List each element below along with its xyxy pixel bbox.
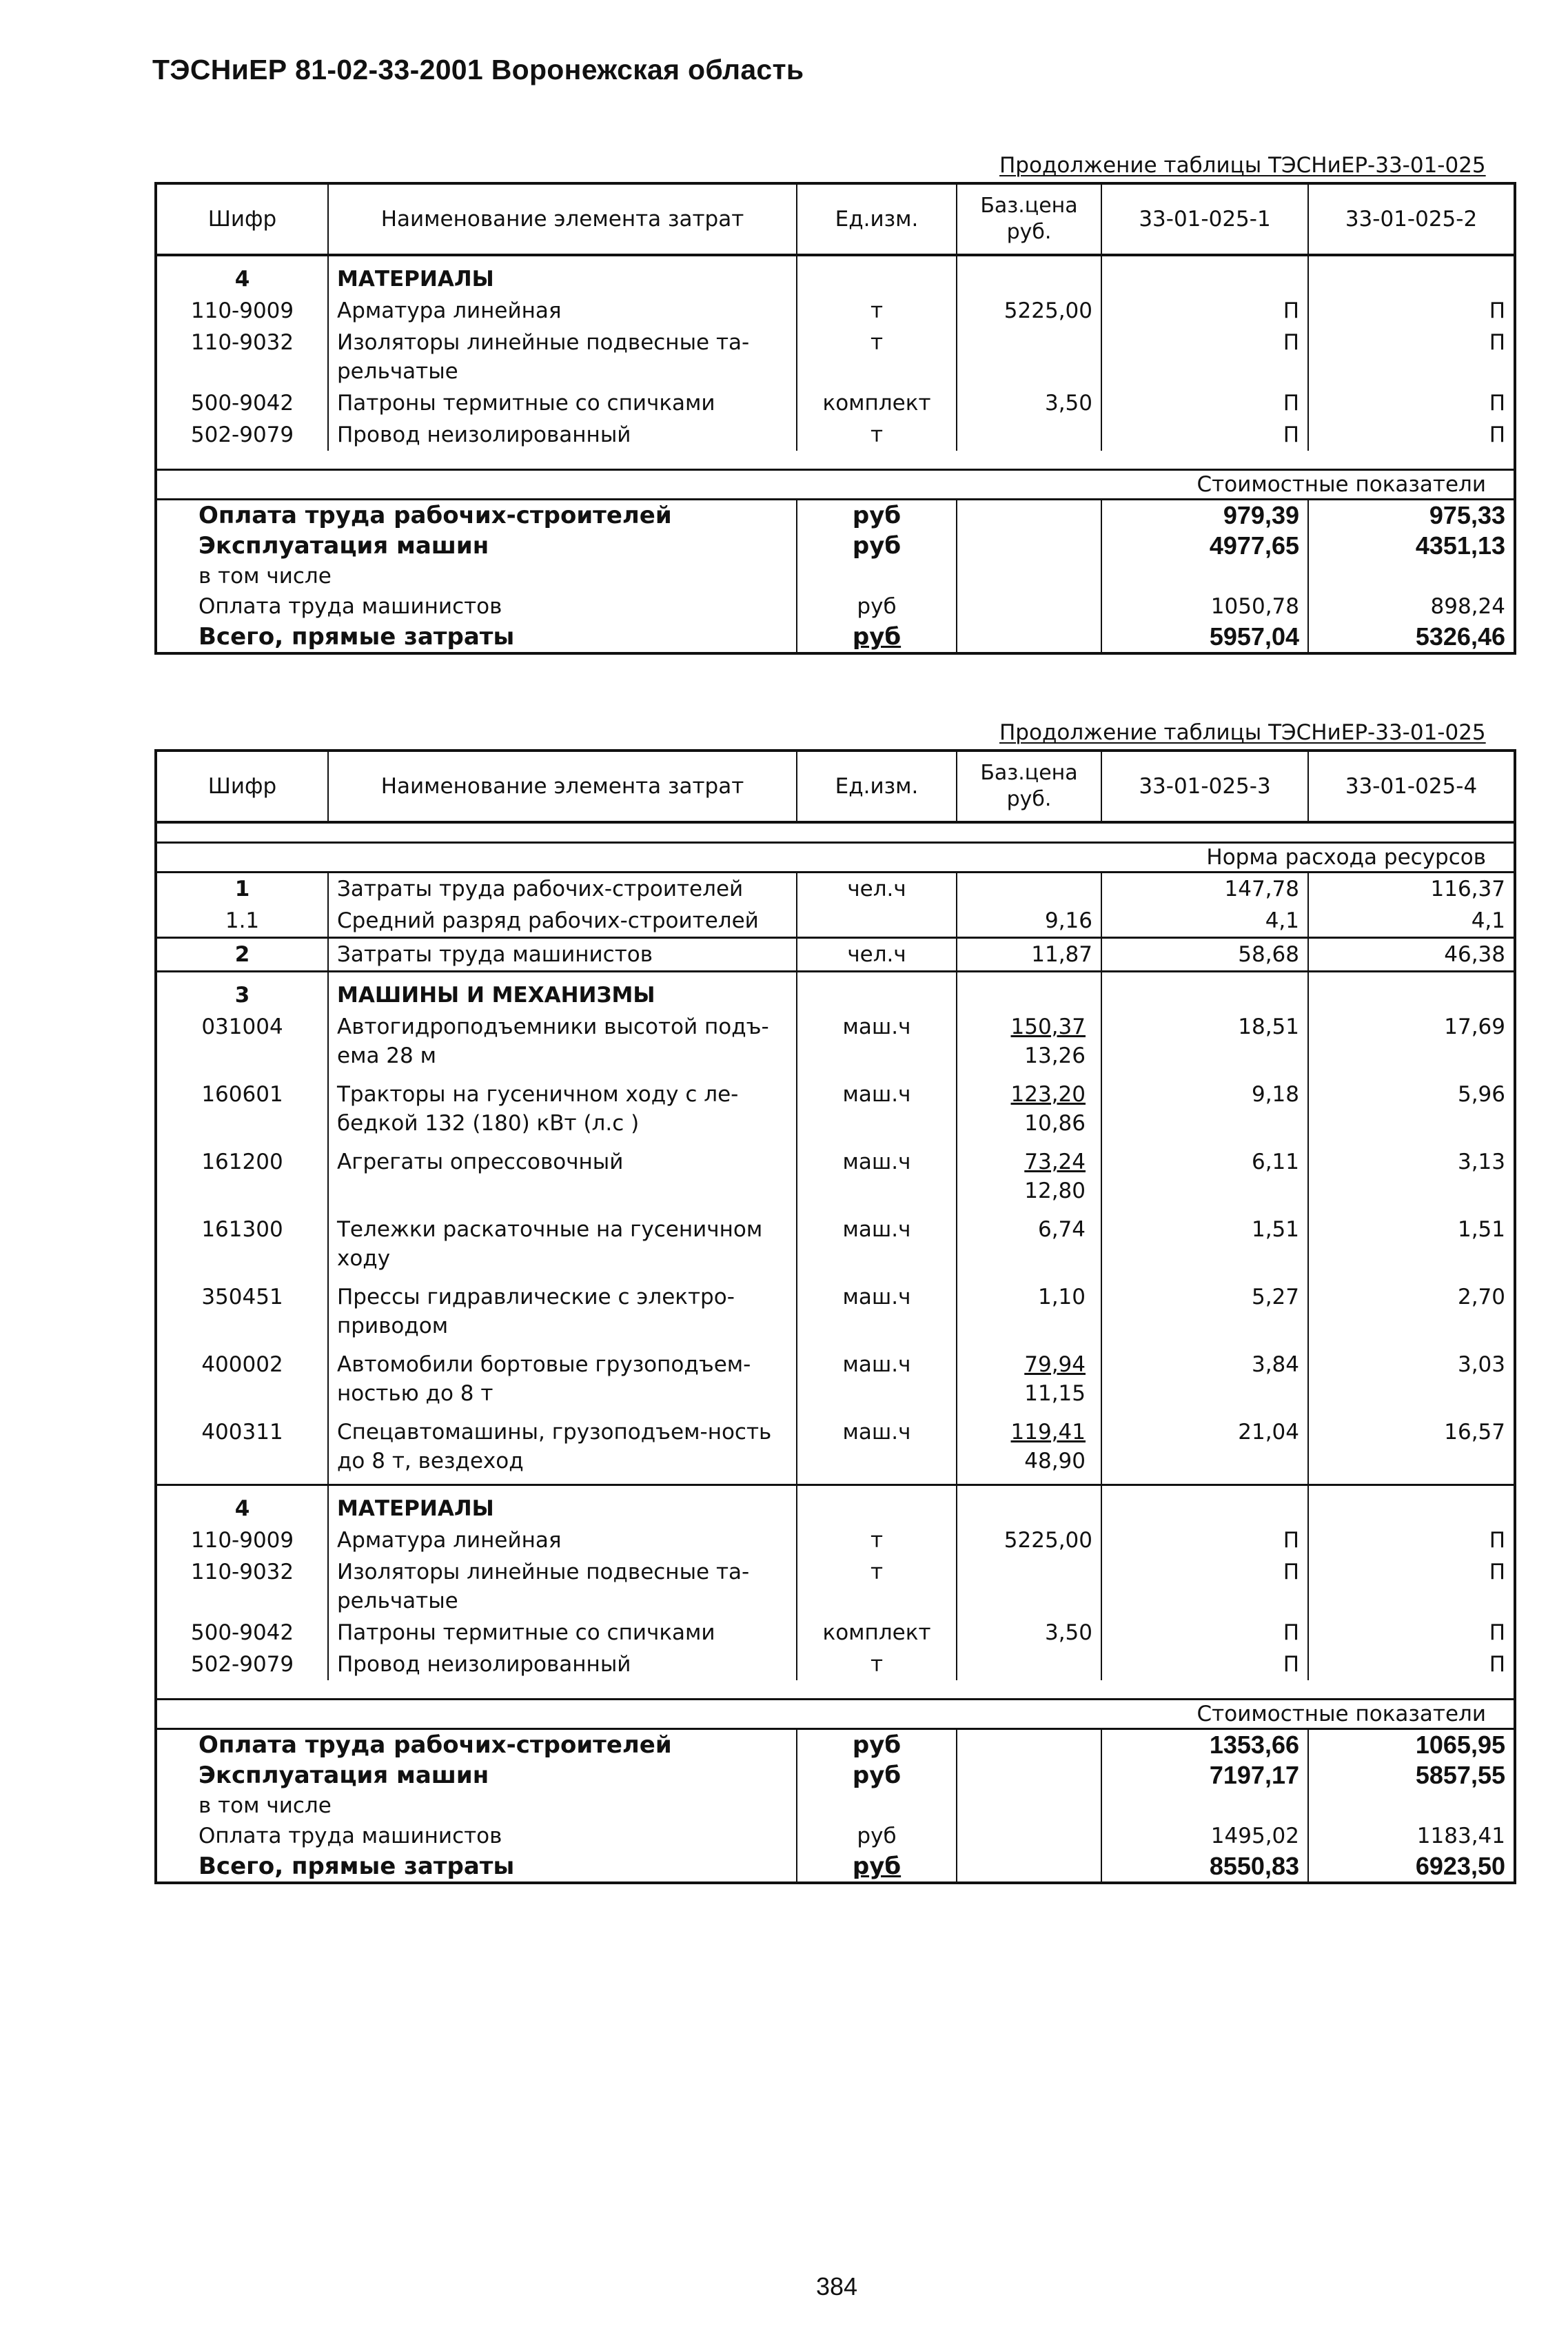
price-top: 123,20 (1010, 1082, 1086, 1107)
cost-row (156, 1791, 1515, 1821)
row-value-2: 116,37 (1430, 877, 1505, 901)
empty-cell (957, 1485, 1101, 1525)
row-value-2: П (1489, 1620, 1505, 1645)
empty-cell (1101, 255, 1308, 295)
cost-name: Эксплуатация машин (156, 1760, 797, 1791)
row-value-1: П (1101, 1524, 1308, 1556)
row-value-1: П (1101, 327, 1308, 387)
row-unit: чел.ч (797, 938, 957, 972)
row-price: 11,87 (957, 938, 1101, 972)
row-code: 500-9042 (156, 387, 328, 419)
cost-unit (797, 1791, 957, 1821)
row-code: 1.1 (156, 905, 328, 938)
row-code: 160601 (156, 1079, 328, 1146)
section-code: 4 (156, 1485, 328, 1525)
table2-continuation (999, 720, 1486, 745)
cost-unit: руб (797, 1760, 957, 1791)
cost-row (156, 1821, 1515, 1851)
cost-value-2: 5857,55 (1415, 1761, 1505, 1789)
cost-unit: руб (797, 1729, 957, 1761)
row-price (957, 1146, 1101, 1214)
cost-value-1: 8550,83 (1101, 1851, 1308, 1883)
row-name: Автогидроподъемники высотой подъ-ема 28 м (328, 1011, 797, 1079)
price-bottom: 12,80 (1024, 1179, 1086, 1203)
cost-row (156, 622, 1515, 653)
row-value-2: П (1489, 1652, 1505, 1677)
row-value-2: 2,70 (1457, 1285, 1505, 1309)
cost-unit (797, 561, 957, 591)
cost-value-2: 1183,41 (1416, 1824, 1505, 1848)
empty-cell (957, 255, 1101, 295)
row-unit: комплект (797, 387, 957, 419)
table1-header-row (156, 183, 1515, 255)
section-header-row (156, 972, 1515, 1012)
cost-name: Оплата труда рабочих-строителей (156, 1729, 797, 1761)
cost-unit: руб (797, 531, 957, 561)
cost-name: Всего, прямые затраты (156, 622, 797, 653)
empty-cell (957, 1729, 1101, 1761)
row-unit: маш.ч (797, 1416, 957, 1485)
empty-cell (957, 500, 1101, 531)
row-value-1: П (1101, 295, 1308, 327)
header-price: Баз.цена руб. (957, 751, 1101, 822)
empty-cell (797, 1485, 957, 1525)
section-name: МАТЕРИАЛЫ (328, 255, 797, 295)
labor-row (156, 873, 1515, 906)
empty-cell (797, 972, 957, 1012)
cost-value-1 (1101, 1791, 1308, 1821)
header-name: Наименование элемента затрат (328, 751, 797, 822)
empty-cell (957, 1760, 1101, 1791)
cost-row (156, 1851, 1515, 1883)
row-value-2: П (1489, 1528, 1505, 1553)
row-code: 502-9079 (156, 1649, 328, 1680)
machine-row (156, 1416, 1515, 1485)
header-code: Шифр (156, 183, 328, 255)
price-top: 150,37 (1010, 1014, 1086, 1039)
row-value-2: П (1489, 1560, 1505, 1584)
row-value-2: 3,13 (1457, 1150, 1505, 1174)
cost-unit: руб (797, 1821, 957, 1851)
empty-cell (957, 591, 1101, 622)
row-name: Агрегаты опрессовочный (328, 1146, 797, 1214)
cost-name: Оплата труда машинистов (156, 591, 797, 622)
empty-cell (957, 972, 1101, 1012)
row-name: Провод неизолированный (328, 1649, 797, 1680)
table1-body (156, 255, 1515, 653)
material-row (156, 295, 1515, 327)
price-top: 73,24 (1024, 1150, 1086, 1174)
norm-caption (156, 843, 1515, 873)
row-code: 110-9009 (156, 1524, 328, 1556)
row-value-2: 5,96 (1457, 1082, 1505, 1107)
row-code: 031004 (156, 1011, 328, 1079)
cost-row (156, 500, 1515, 531)
cost-value-1: 4977,65 (1101, 531, 1308, 561)
cost-indicators-caption-text: Стоимостные показатели (156, 470, 1515, 500)
header-unit: Ед.изм. (797, 183, 957, 255)
row-value-1: 58,68 (1101, 938, 1308, 972)
price-top: 1,10 (1037, 1285, 1086, 1309)
row-unit: маш.ч (797, 1349, 957, 1416)
row-code: 110-9009 (156, 295, 328, 327)
row-value-2: 17,69 (1444, 1014, 1505, 1039)
table1-continuation (999, 153, 1486, 178)
row-name: Арматура линейная (328, 1524, 797, 1556)
row-value-2: 16,57 (1444, 1420, 1505, 1445)
cost-value-1: 7197,17 (1101, 1760, 1308, 1791)
row-code: 350451 (156, 1281, 328, 1349)
row-name: Патроны термитные со спичками (328, 1617, 797, 1649)
row-unit: маш.ч (797, 1146, 957, 1214)
empty-cell (957, 622, 1101, 653)
row-code: 110-9032 (156, 1556, 328, 1617)
row-value-1: П (1101, 387, 1308, 419)
row-unit (797, 905, 957, 938)
row-unit: маш.ч (797, 1214, 957, 1281)
cost-value-2: 6923,50 (1308, 1851, 1515, 1883)
spacer-cell (156, 451, 1515, 470)
row-name: Автомобили бортовые грузоподъем-ностью до 8 т (328, 1349, 797, 1416)
cost-name: в том числе (156, 1791, 797, 1821)
spacer-row (156, 1680, 1515, 1700)
table2-header-row (156, 751, 1515, 822)
cost-row (156, 561, 1515, 591)
row-name: Затраты труда рабочих-строителей (328, 873, 797, 906)
header-col1: 33-01-025-3 (1101, 751, 1308, 822)
empty-cell (957, 1851, 1101, 1883)
machine-row (156, 1281, 1515, 1349)
empty-cell (957, 531, 1101, 561)
row-value-2: 3,03 (1457, 1352, 1505, 1377)
section-header-row (156, 255, 1515, 295)
material-row (156, 387, 1515, 419)
row-price (957, 327, 1101, 387)
row-unit: маш.ч (797, 1011, 957, 1079)
price-bottom: 10,86 (1024, 1111, 1086, 1136)
row-unit: т (797, 327, 957, 387)
cost-value-2: 975,33 (1429, 501, 1505, 529)
section-code: 4 (156, 255, 328, 295)
row-code: 400311 (156, 1416, 328, 1485)
table2-body (156, 822, 1515, 1883)
row-price: 3,50 (957, 1617, 1101, 1649)
row-name: Спецавтомашины, грузоподъем-ность до 8 т, вездеход (328, 1416, 797, 1485)
row-unit: т (797, 1524, 957, 1556)
row-value-2: 46,38 (1308, 938, 1515, 972)
row-value-1: П (1101, 419, 1308, 451)
labor-row (156, 938, 1515, 972)
row-name: Затраты труда машинистов (328, 938, 797, 972)
cost-value-1 (1101, 561, 1308, 591)
row-code: 110-9032 (156, 327, 328, 387)
material-row (156, 327, 1515, 387)
row-price (957, 1079, 1101, 1146)
price-top: 119,41 (1010, 1420, 1086, 1445)
cost-value-2 (1308, 561, 1515, 591)
row-value-1: 5,27 (1101, 1281, 1308, 1349)
row-value-2: П (1489, 298, 1505, 323)
cost-name: Всего, прямые затраты (156, 1851, 797, 1883)
page-number: 384 (816, 2272, 858, 2301)
cost-row (156, 591, 1515, 622)
row-price (957, 1214, 1101, 1281)
material-row (156, 1649, 1515, 1680)
row-value-1: 18,51 (1101, 1011, 1308, 1079)
header-unit: Ед.изм. (797, 751, 957, 822)
cost-row (156, 1760, 1515, 1791)
spacer-cell (156, 822, 1515, 843)
empty-cell (957, 561, 1101, 591)
empty-cell (1308, 1485, 1515, 1525)
row-name: Провод неизолированный (328, 419, 797, 451)
cost-unit: руб (797, 1851, 957, 1883)
price-bottom: 48,90 (1024, 1449, 1086, 1473)
labor-row (156, 905, 1515, 938)
cost-name: Оплата труда машинистов (156, 1821, 797, 1851)
row-name: Патроны термитные со спичками (328, 387, 797, 419)
row-name: Тележки раскаточные на гусеничном ходу (328, 1214, 797, 1281)
cost-row (156, 531, 1515, 561)
row-value-2: П (1489, 330, 1505, 355)
material-row (156, 1617, 1515, 1649)
cost-value-1: 1050,78 (1101, 591, 1308, 622)
price-bottom: 11,15 (1024, 1381, 1086, 1406)
row-code: 400002 (156, 1349, 328, 1416)
spacer-cell (156, 1680, 1515, 1700)
machine-row (156, 1214, 1515, 1281)
row-value-1: П (1101, 1649, 1308, 1680)
cost-unit: руб (797, 622, 957, 653)
row-value-2: 1,51 (1457, 1217, 1505, 1242)
row-name: Прессы гидравлические с электро-приводом (328, 1281, 797, 1349)
cost-value-2 (1308, 1791, 1515, 1821)
row-value-2: П (1489, 422, 1505, 447)
row-unit: маш.ч (797, 1079, 957, 1146)
row-price: 3,50 (957, 387, 1101, 419)
material-row (156, 419, 1515, 451)
row-price (957, 419, 1101, 451)
row-code: 1 (156, 873, 328, 906)
cost-indicators-caption (156, 1700, 1515, 1729)
empty-cell (1101, 1485, 1308, 1525)
row-price (957, 1281, 1101, 1349)
empty-cell (1101, 972, 1308, 1012)
row-value-1: 6,11 (1101, 1146, 1308, 1214)
document-title: ТЭСНиЕР 81-02-33-2001 Воронежская область (152, 54, 804, 85)
cost-name: Эксплуатация машин (156, 531, 797, 561)
row-unit: т (797, 1649, 957, 1680)
header-col1: 33-01-025-1 (1101, 183, 1308, 255)
section-name: МАТЕРИАЛЫ (328, 1485, 797, 1525)
row-value-1: П (1101, 1617, 1308, 1649)
row-code: 502-9079 (156, 419, 328, 451)
resource-table-1 (154, 182, 1516, 655)
row-value-1: П (1101, 1556, 1308, 1617)
cost-value-2: 1065,95 (1415, 1731, 1505, 1759)
cost-value-1: 1495,02 (1101, 1821, 1308, 1851)
cost-name: в том числе (156, 561, 797, 591)
row-code: 161200 (156, 1146, 328, 1214)
row-name: Арматура линейная (328, 295, 797, 327)
row-unit: т (797, 295, 957, 327)
machine-row (156, 1146, 1515, 1214)
row-name: Изоляторы линейные подвесные та-рельчатые (328, 327, 797, 387)
machine-row (156, 1349, 1515, 1416)
row-price (957, 1649, 1101, 1680)
row-unit: т (797, 419, 957, 451)
row-value-2: 4,1 (1471, 908, 1505, 933)
cost-unit: руб (797, 500, 957, 531)
cost-row (156, 1729, 1515, 1761)
row-price (957, 1349, 1101, 1416)
cost-indicators-caption-text: Стоимостные показатели (156, 1700, 1515, 1729)
empty-cell (797, 255, 957, 295)
cost-indicators-caption (156, 470, 1515, 500)
row-name: Тракторы на гусеничном ходу с ле-бедкой 132 (180) кВт (л.с ) (328, 1079, 797, 1146)
cost-value-2: 5326,46 (1308, 622, 1515, 653)
header-code: Шифр (156, 751, 328, 822)
row-value-1: 9,18 (1101, 1079, 1308, 1146)
cost-value-1: 1353,66 (1101, 1729, 1308, 1761)
price-bottom: 13,26 (1024, 1043, 1086, 1068)
cost-value-2: 898,24 (1430, 594, 1505, 619)
cost-value-1: 5957,04 (1101, 622, 1308, 653)
machine-row (156, 1011, 1515, 1079)
material-row (156, 1524, 1515, 1556)
price-top: 6,74 (1037, 1217, 1086, 1242)
spacer-row (156, 451, 1515, 470)
row-value-1: 1,51 (1101, 1214, 1308, 1281)
section-header-row (156, 1485, 1515, 1525)
section-code: 3 (156, 972, 328, 1012)
row-name: Изоляторы линейные подвесные та-рельчатые (328, 1556, 797, 1617)
row-price (957, 1416, 1101, 1485)
material-row (156, 1556, 1515, 1617)
row-unit: маш.ч (797, 1281, 957, 1349)
row-code: 161300 (156, 1214, 328, 1281)
cost-unit: руб (797, 591, 957, 622)
resource-table-2 (154, 749, 1516, 1884)
header-col2: 33-01-025-4 (1308, 751, 1515, 822)
cost-value-2: 4351,13 (1415, 531, 1505, 560)
row-value-1: 21,04 (1101, 1416, 1308, 1485)
table2-continuation-text: Продолжение таблицы ТЭСНиЕР-33-01-025 (999, 720, 1486, 745)
empty-cell (1308, 972, 1515, 1012)
header-col2: 33-01-025-2 (1308, 183, 1515, 255)
row-code: 500-9042 (156, 1617, 328, 1649)
header-price: Баз.цена руб. (957, 183, 1101, 255)
row-price: 9,16 (957, 905, 1101, 938)
row-price (957, 1011, 1101, 1079)
row-unit: чел.ч (797, 873, 957, 906)
row-code: 2 (156, 938, 328, 972)
spacer-row (156, 822, 1515, 843)
price-top: 79,94 (1024, 1352, 1086, 1377)
empty-cell (957, 1791, 1101, 1821)
row-price (957, 873, 1101, 906)
row-value-1: 147,78 (1101, 873, 1308, 906)
empty-cell (957, 1821, 1101, 1851)
header-name: Наименование элемента затрат (328, 183, 797, 255)
row-unit: т (797, 1556, 957, 1617)
row-price: 5225,00 (957, 295, 1101, 327)
row-price (957, 1556, 1101, 1617)
row-value-1: 3,84 (1101, 1349, 1308, 1416)
cost-name: Оплата труда рабочих-строителей (156, 500, 797, 531)
row-value-2: П (1489, 391, 1505, 416)
empty-cell (1308, 255, 1515, 295)
table1-continuation-text: Продолжение таблицы ТЭСНиЕР-33-01-025 (999, 153, 1486, 178)
cost-value-1: 979,39 (1101, 500, 1308, 531)
row-price: 5225,00 (957, 1524, 1101, 1556)
section-name: МАШИНЫ И МЕХАНИЗМЫ (328, 972, 797, 1012)
row-value-1: 4,1 (1101, 905, 1308, 938)
row-unit: комплект (797, 1617, 957, 1649)
norm-caption-text: Норма расхода ресурсов (156, 843, 1515, 873)
machine-row (156, 1079, 1515, 1146)
row-name: Средний разряд рабочих-строителей (328, 905, 797, 938)
